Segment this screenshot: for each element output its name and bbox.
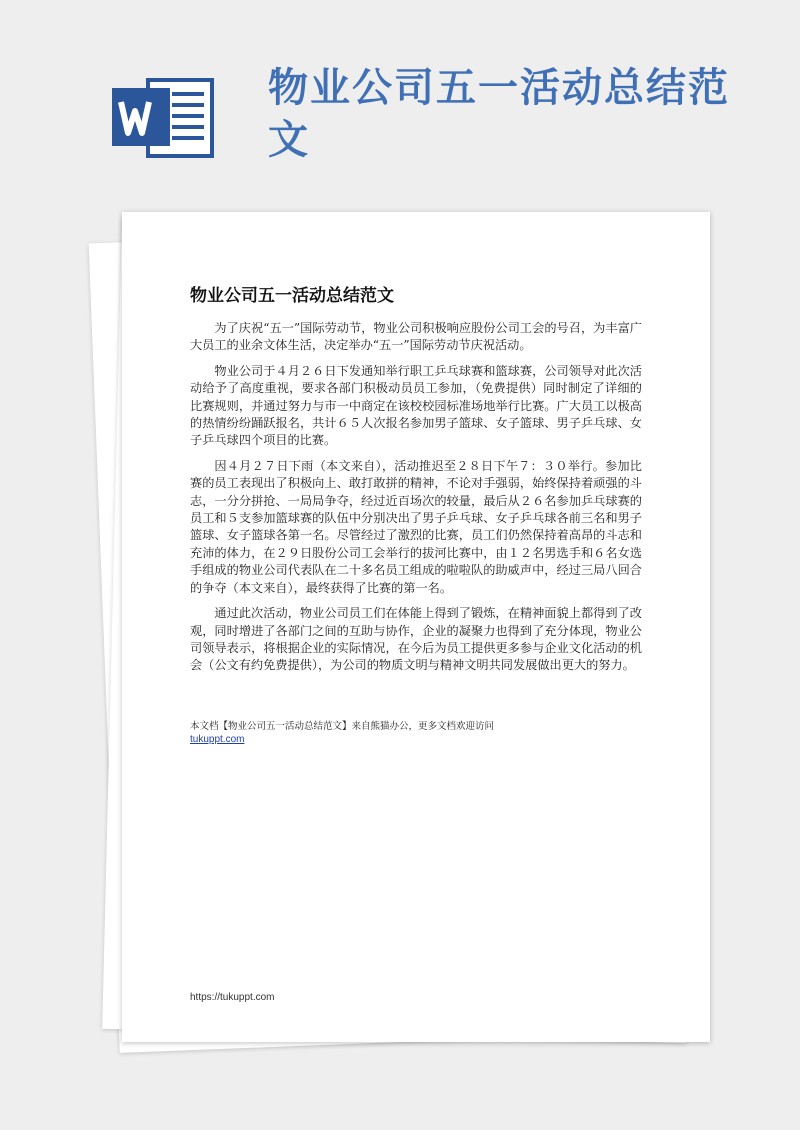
word-document-icon <box>112 78 216 158</box>
paragraph-3: 因４月２７日下雨（本文来自），活动推迟至２８日下午７：３０举行。参加比赛的员工表现出了积极向上、敢打敢拼的精神，不论对手强弱，始终保持着顽强的斗志，一分分拼抢、一局局争夺，经过近百场次的较量，最后从２６名参加乒乓球赛的员工和５支参加篮球赛的队伍中分别决出了男子乒乓球、女子乒乓球各前三名和男子篮球、女子篮球各第一名。尽管经过了激烈的比赛，员工们仍然保持着高昂的斗志和充沛的体力，在２９日股份公司工会举行的拔河比赛中，由１２名男选手和６名女选手组成的物业公司代表队在二十多名员工组成的啦啦队的助威声中，经过三局八回合的争夺（本文来自），最终获得了比赛的第一名。 <box>190 458 642 595</box>
document-body <box>190 320 642 683</box>
paragraph-1: 为了庆祝“五一”国际劳动节，物业公司积极响应股份公司工会的号召，为丰富广大员工的业余文体生活，决定举办“五一”国际劳动节庆祝活动。 <box>190 321 642 353</box>
document-title: 物业公司五一活动总结范文 <box>190 286 394 306</box>
source-note <box>190 720 650 746</box>
document-page <box>122 212 710 1042</box>
footer-url[interactable]: https://tukuppt.com <box>190 992 275 1003</box>
source-link[interactable]: tukuppt.com <box>190 734 245 745</box>
page-title: 物业公司五一活动总结范文 <box>268 65 730 163</box>
source-note-text: 本文档【物业公司五一活动总结范文】来自熊猫办公，更多文档欢迎访问 <box>190 721 495 732</box>
paragraph-2: 物业公司于４月２６日下发通知举行职工乒乓球赛和篮球赛，公司领导对此次活动给予了高度重视，要求各部门积极动员员工参加，（免费提供）同时制定了详细的比赛规则，并通过努力与市一中商定在该校校园标准场地举行比赛。广大员工以极高的热情纷纷踊跃报名，共计６５人次报名参加男子篮球、女子篮球、男子乒乓球、女子乒乓球四个项目的比赛。 <box>190 363 642 448</box>
paragraph-4: 通过此次活动，物业公司员工们在体能上得到了锻炼，在精神面貌上都得到了改观，同时增进了各部门之间的互助与协作，企业的凝聚力也得到了充分体现，物业公司领导表示，将根据企业的实际情况，在今后为员工提供更多参与企业文化活动的机会（公文有约免费提供），为公司的物质文明与精神文明共同发展做出更大的努力。 <box>190 606 642 673</box>
